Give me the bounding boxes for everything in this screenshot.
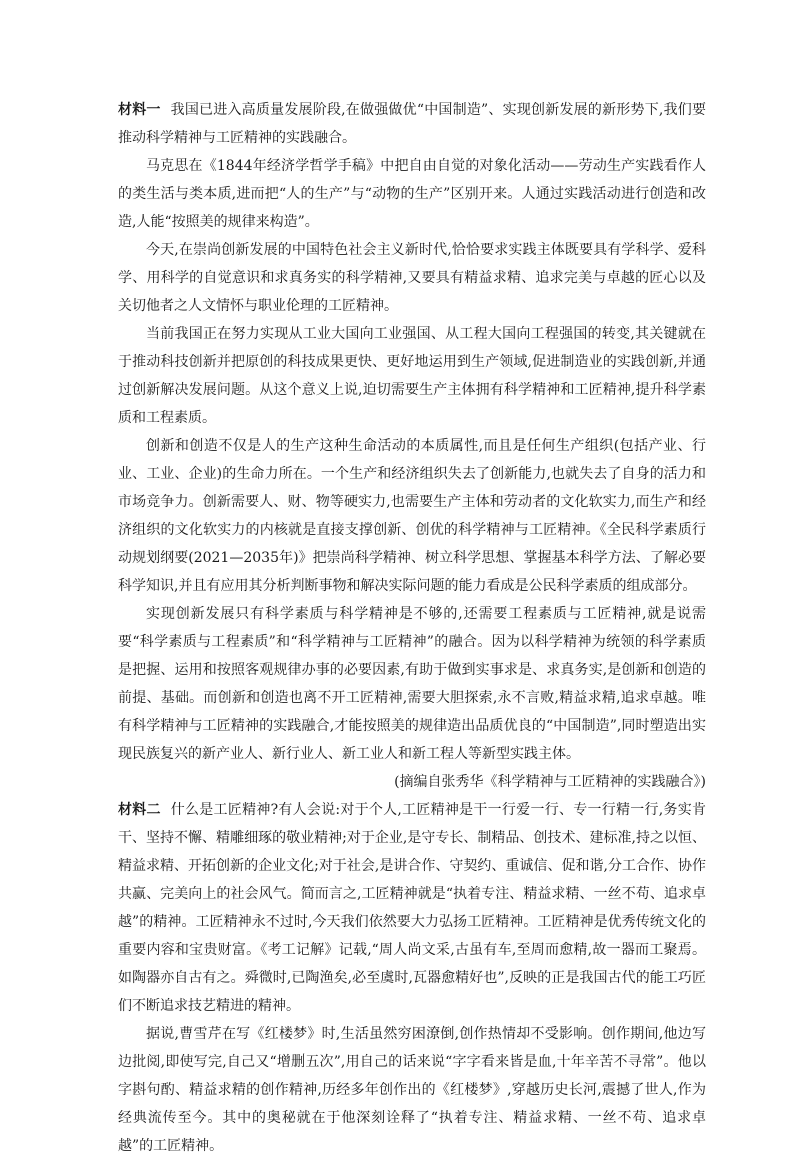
document-page bbox=[118, 96, 706, 1160]
paragraph-text: 什么是工匠精神?有人会说:对于个人,工匠精神是干一行爱一行、专一行精一行,务实肯干、坚持不懈、精雕细琢的敬业精神;对于企业,是守专长、制精品、创技术、建标准,持之以恒、精益求精、开拓创新的企业文化;对于社会,是讲合作、守契约、重诚信、促和谐,分工合作、协作共赢、完美向上的社会风气。简而言之,工匠精神就是“执着专注、精益求精、一丝不苟、追求卓越”的精神。工匠精神永不过时,今天我们依然要大力弘扬工匠精神。工匠精神是优秀传统文化的重要内容和宝贵财富。《考工记解》记载,“周人尚文采,古虽有车,至周而愈精,故一器而工聚焉。如陶器亦自古有之。舜微时,已陶渔矣,必至虞时,瓦器愈精好也”,反映的正是我国古代的能工巧匠们不断追求技艺精进的精神。 bbox=[118, 802, 707, 1014]
source-citation: (摘编自张秀华《科学精神与工匠精神的实践融合》) bbox=[394, 774, 706, 790]
paragraph: 马克思在《1844年经济学哲学手稿》中把自由自觉的对象化活动——劳动生产实践看作人的类生活与类本质,进而把“人的生产”与“动物的生产”区别开来。人通过实践活动进行创造和改造,人能“按照美的规律来构造”。 bbox=[118, 158, 706, 230]
material-one-label: 材料一 bbox=[118, 102, 161, 118]
paragraph: 创新和创造不仅是人的生产这种生命活动的本质属性,而且是任何生产组织(包括产业、行业、工业、企业)的生命力所在。一个生产和经济组织失去了创新能力,也就失去了自身的活力和市场竞争力。创新需要人、财、物等硬实力,也需要生产主体和劳动者的文化软实力,而生产和经济组织的文化软实力的内核就是直接支撑创新、创优的科学精神与工匠精神。《全民科学素质行动规划纲要(2021—2035年)》把崇尚科学精神、树立科学思想、掌握基本科学方法、了解必要科学知识,并且有应用其分析判断事物和解决实际问题的能力看成是公民科学素质的组成部分。 bbox=[118, 438, 706, 594]
paragraph: 实现创新发展只有科学素质与科学精神是不够的,还需要工程素质与工匠精神,就是说需要“科学素质与工程素质”和“科学精神与工匠精神”的融合。因为以科学精神为统领的科学素质是把握、运用和按照客观规律办事的必要因素,有助于做到实事求是、求真务实,是创新和创造的前提、基础。而创新和创造也离不开工匠精神,需要大胆探索,永不言败,精益求精,追求卓越。唯有科学精神与工匠精神的实践融合,才能按照美的规律造出品质优良的“中国制造”,同时塑造出实现民族复兴的新产业人、新行业人、新工业人和新工程人等新型实践主体。 bbox=[118, 606, 706, 762]
paragraph: 今天,在崇尚创新发展的中国特色社会主义新时代,恰恰要求实践主体既要具有学科学、爱科学、用科学的自觉意识和求真务实的科学精神,又要具有精益求精、追求完美与卓越的匠心以及关切他者之人文情怀与职业伦理的工匠精神。 bbox=[118, 242, 706, 314]
material-one-intro bbox=[118, 96, 706, 152]
paragraph: 当前我国正在努力实现从工业大国向工业强国、从工程大国向工程强国的转变,其关键就在于推动科技创新并把原创的科技成果更快、更好地运用到生产领域,促进制造业的实践创新,并通过创新解决发展问题。从这个意义上说,迫切需要生产主体拥有科学精神和工匠精神,提升科学素质和工程素质。 bbox=[118, 326, 706, 426]
material-two-label: 材料二 bbox=[118, 802, 161, 818]
paragraph: 据说,曹雪芹在写《红楼梦》时,生活虽然穷困潦倒,创作热情却不受影响。创作期间,他边写边批阅,即使写完,自己又“增删五次”,用自己的话来说“字字看来皆是血,十年辛苦不寻常”。他以字斟句酌、精益求精的创作精神,历经多年创作出的《红楼梦》,穿越历史长河,震撼了世人,作为经典流传至今。其中的奥秘就在于他深刻诠释了“执着专注、精益求精、一丝不苟、追求卓越”的工匠精神。 bbox=[118, 1026, 706, 1154]
paragraph-text: 我国已进入高质量发展阶段,在做强做优“中国制造”、实现创新发展的新形势下,我们要推动科学精神与工匠精神的实践融合。 bbox=[118, 102, 707, 146]
material-two-intro bbox=[118, 796, 706, 1020]
